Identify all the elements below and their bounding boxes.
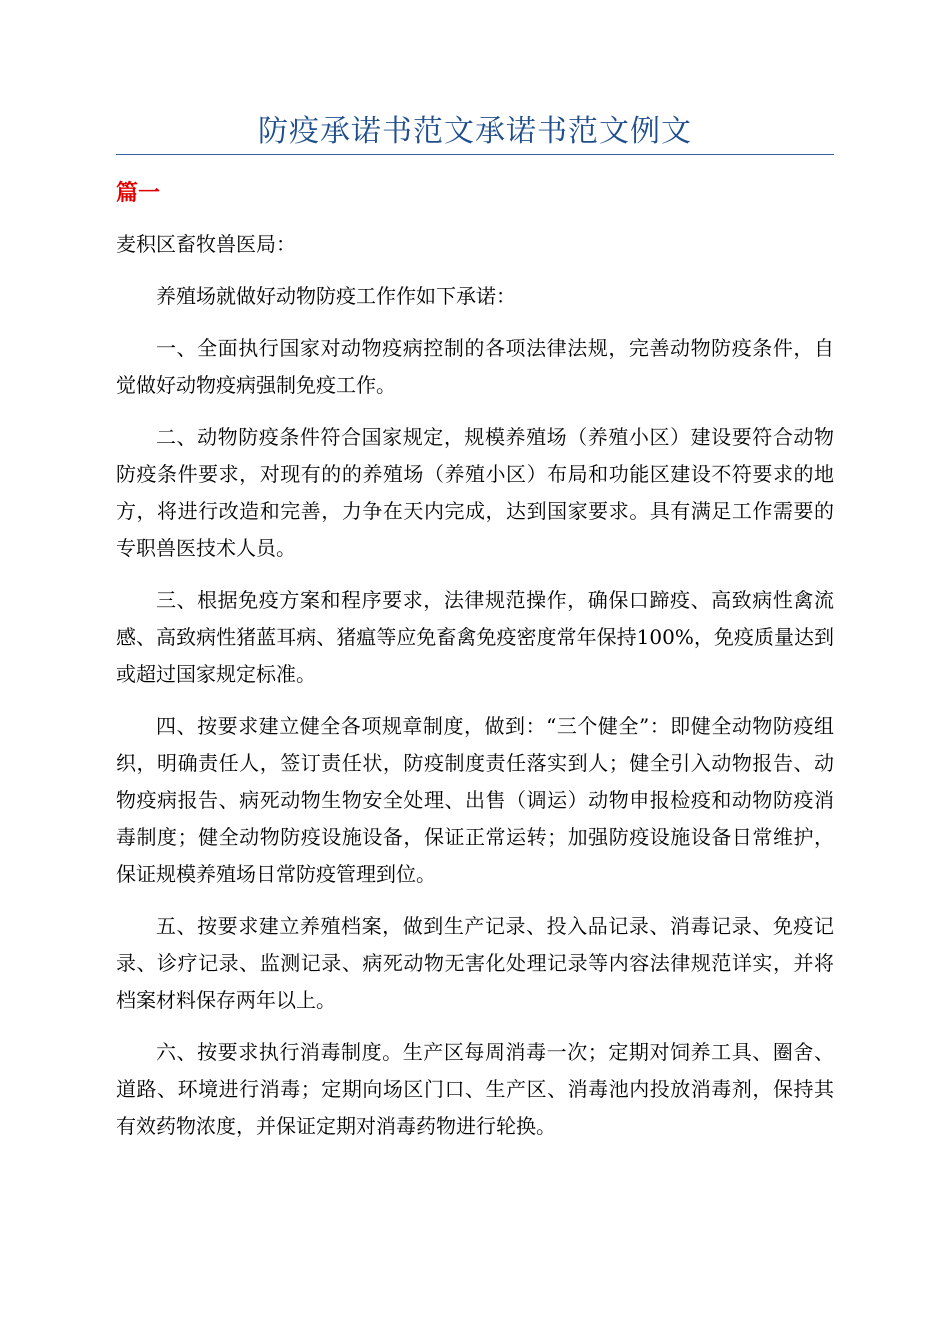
title-underline: [116, 154, 834, 155]
section-heading: 篇一: [116, 181, 161, 206]
paragraph-1: 一、全面执行国家对动物疫病控制的各项法律法规，完善动物防疫条件，自觉做好动物疫病强制免疫工作。: [116, 336, 834, 397]
document-body: [116, 226, 834, 1160]
paragraph-3: 三、根据免疫方案和程序要求，法律规范操作，确保口蹄疫、高致病性禽流感、高致病性猪蓝耳病、猪瘟等应免畜禽免疫密度常年保持100%，免疫质量达到或超过国家规定标准。: [116, 588, 834, 686]
paragraph-6: 六、按要求执行消毒制度。生产区每周消毒一次；定期对饲养工具、圈舍、道路、环境进行消毒；定期向场区门口、生产区、消毒池内投放消毒剂，保持其有效药物浓度，并保证定期对消毒药物进行轮换。: [116, 1040, 834, 1138]
document-title: 防疫承诺书范文承诺书范文例文: [258, 114, 692, 149]
intro-paragraph: 养殖场就做好动物防疫工作作如下承诺：: [156, 284, 516, 308]
paragraph-2: 二、动物防疫条件符合国家规定，规模养殖场（养殖小区）建设要符合动物防疫条件要求，对现有的的养殖场（养殖小区）布局和功能区建设不符要求的地方，将进行改造和完善，力争在天内完成，达到国家要求。具有满足工作需要的专职兽医技术人员。: [116, 425, 834, 560]
salutation: 麦积区畜牧兽医局：: [116, 232, 296, 256]
paragraph-5: 五、按要求建立养殖档案，做到生产记录、投入品记录、消毒记录、免疫记录、诊疗记录、监测记录、病死动物无害化处理记录等内容法律规范详实，并将档案材料保存两年以上。: [116, 914, 834, 1012]
paragraph-4: 四、按要求建立健全各项规章制度，做到：“三个健全”：即健全动物防疫组织，明确责任人，签订责任状，防疫制度责任落实到人；健全引入动物报告、动物疫病报告、病死动物生物安全处理、出售（调运）动物申报检疫和动物防疫消毒制度；健全动物防疫设施设备，保证正常运转；加强防疫设施设备日常维护，保证规模养殖场日常防疫管理到位。: [116, 714, 834, 886]
